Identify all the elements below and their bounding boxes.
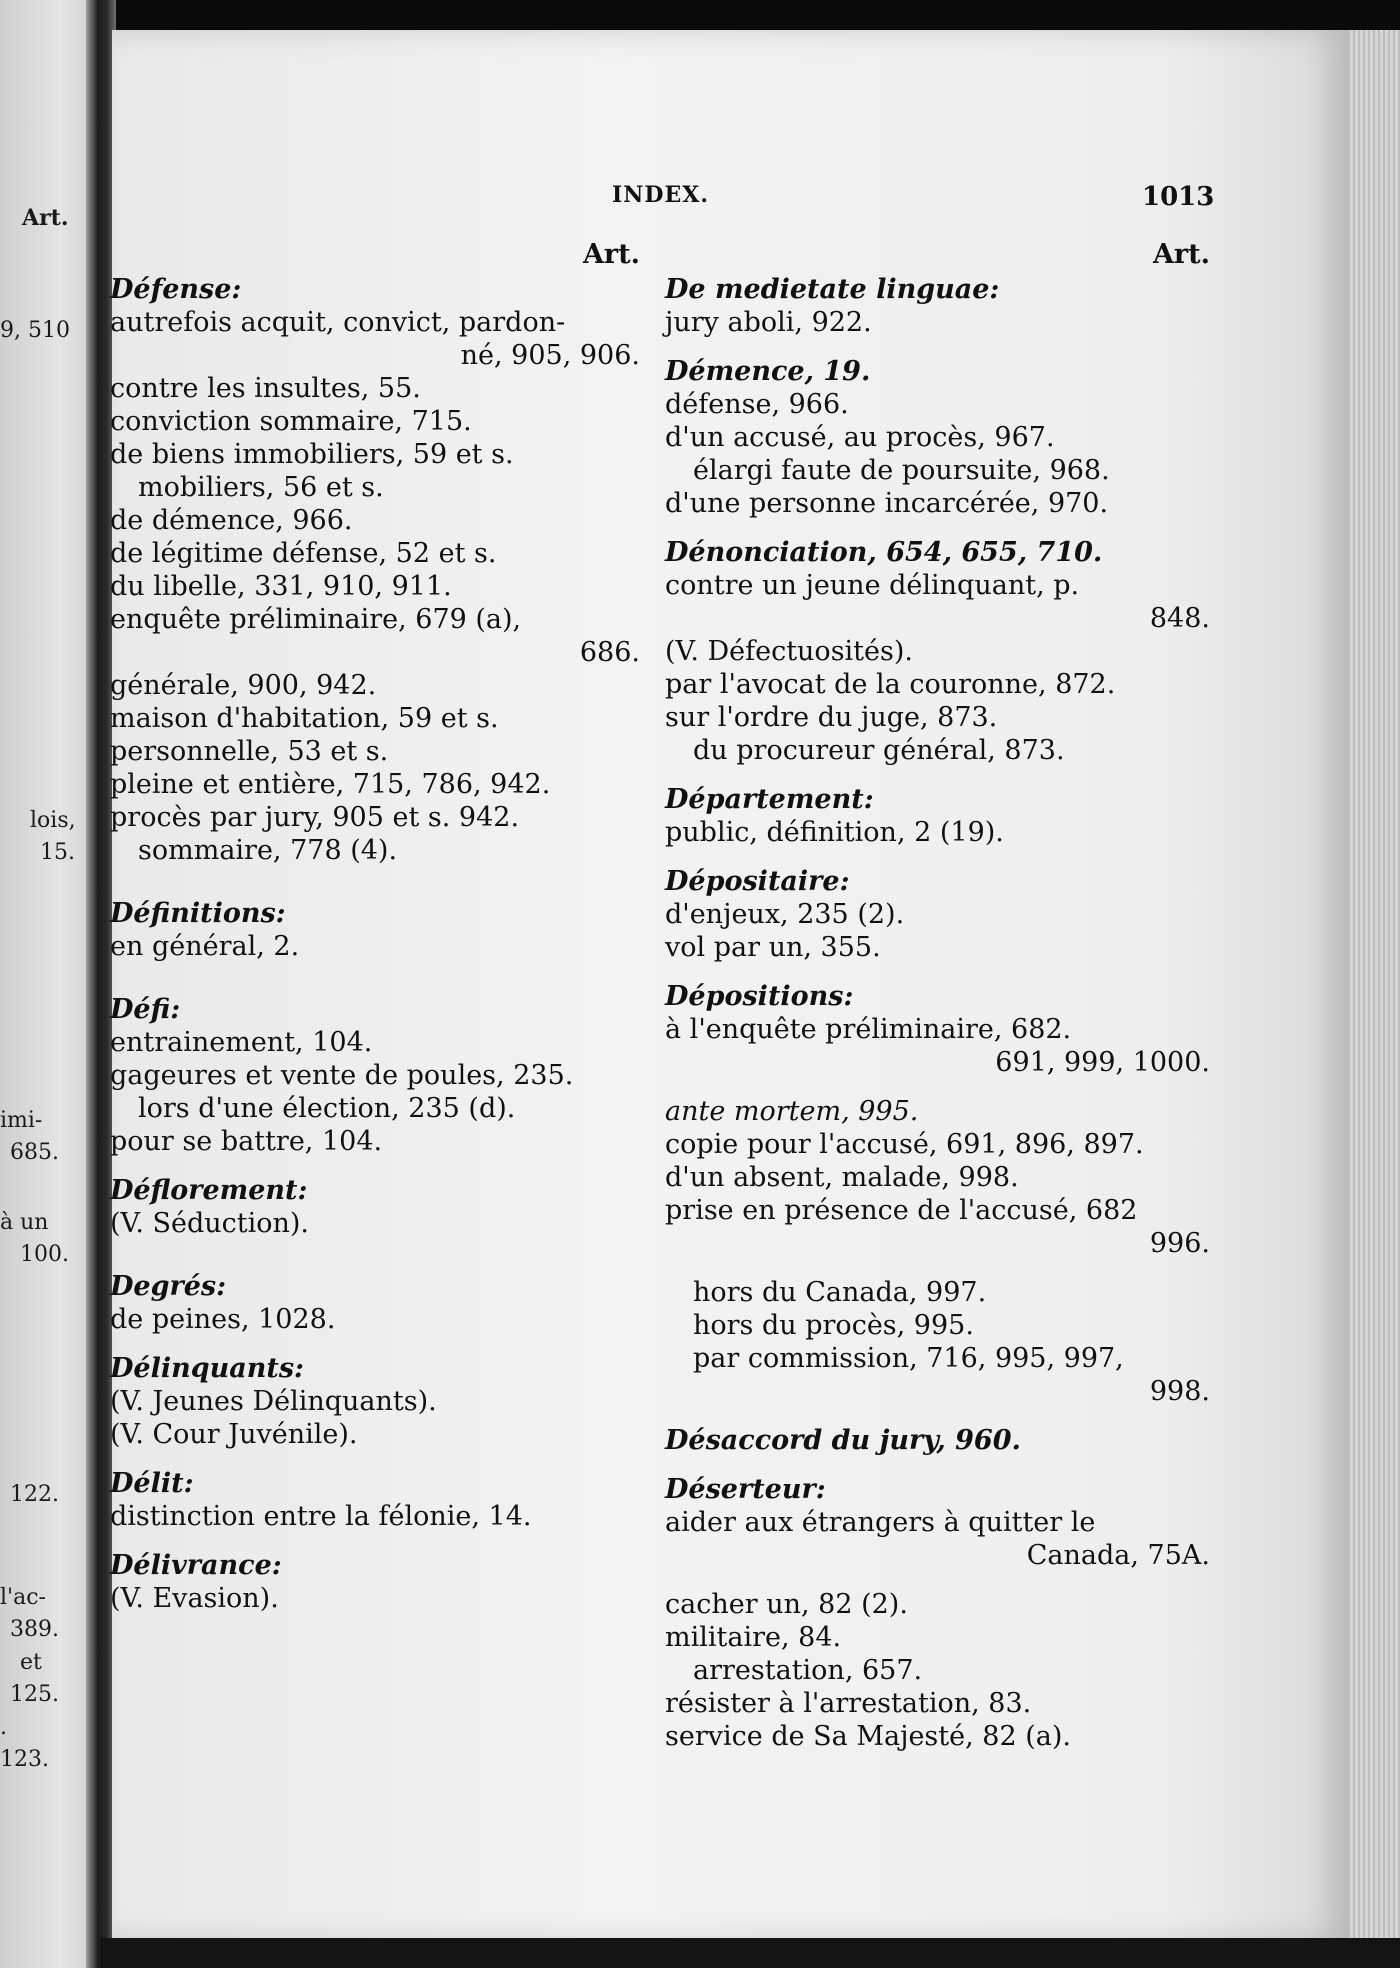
index-line: pleine et entière, 715, 786, 942. [110,769,551,800]
index-line: du procureur général, 873. [693,735,1065,766]
index-line: générale, 900, 942. [110,670,377,701]
index-line: élargi faute de poursuite, 968. [693,455,1110,486]
margin-fragment: Art. [22,205,69,231]
index-heading: Délit: [110,1468,194,1499]
index-line: aider aux étrangers à quitter le [665,1507,1096,1538]
index-line: pour se battre, 104. [110,1126,383,1157]
running-head [112,150,1348,212]
index-line: gageures et vente de poules, 235. [110,1060,574,1091]
index-line: d'un absent, malade, 998. [665,1162,1019,1193]
index-line: procès par jury, 905 et s. 942. [110,802,520,833]
index-line: à l'enquête préliminaire, 682. [665,1014,1072,1045]
margin-fragment: à un [0,1210,49,1235]
margin-fragment: 125. [10,1682,59,1707]
margin-fragment: 685. [10,1140,59,1165]
index-line: (V. Défectuosités). [665,636,913,667]
index-line: défense, 966. [665,389,849,420]
index-heading: Déserteur: [665,1474,826,1505]
index-heading: Démence, 19. [665,356,871,387]
index-line: conviction sommaire, 715. [110,406,472,437]
index-heading: ante mortem, 995. [665,1096,919,1127]
index-line: résister à l'arrestation, 83. [665,1688,1032,1719]
index-heading: Défi: [110,994,181,1025]
margin-fragment: 122. [10,1482,59,1507]
index-line: sommaire, 778 (4). [138,835,398,866]
index-line: du libelle, 331, 910, 911. [110,571,452,602]
index-line: militaire, 84. [665,1622,842,1653]
margin-fragment: . [0,1715,7,1740]
index-line: par commission, 716, 995, 997, [693,1343,1124,1374]
index-line: Canada, 75A. [1026,1540,1210,1571]
index-line: lors d'une élection, 235 (d). [138,1093,516,1124]
index-line: distinction entre la félonie, 14. [110,1501,532,1532]
margin-fragment: 389. [10,1617,59,1642]
index-heading: Dépositions: [665,981,854,1012]
index-line: 686. [579,637,640,668]
index-line: 996. [1149,1228,1210,1259]
bottom-shadow [100,1938,1400,1968]
index-line: d'enjeux, 235 (2). [665,899,905,930]
index-heading: De medietate linguae: [665,274,1000,305]
index-line: 691, 999, 1000. [995,1047,1210,1078]
index-line: vol par un, 355. [665,932,881,963]
margin-fragment: l'ac- [0,1585,46,1610]
index-line: personnelle, 53 et s. [110,736,389,767]
index-line: contre les insultes, 55. [110,373,421,404]
index-column-right [665,238,1210,1753]
index-heading: Degrés: [110,1271,227,1302]
index-line: autrefois acquit, convict, pardon- [110,307,566,338]
index-line: de démence, 966. [110,505,353,536]
index-line: service de Sa Majesté, 82 (a). [665,1721,1071,1752]
index-line: mobiliers, 56 et s. [138,472,384,503]
previous-page-edge [0,0,100,1968]
index-line: 998. [1149,1376,1210,1407]
index-heading: Défense: [110,274,242,305]
index-line: hors du Canada, 997. [693,1277,987,1308]
margin-fragment: lois, [30,808,76,833]
index-line: prise en présence de l'accusé, 682 [665,1195,1138,1226]
index-line: (V. Cour Juvénile). [110,1419,358,1450]
index-line: de biens immobiliers, 59 et s. [110,439,514,470]
index-column-left [110,238,640,1615]
index-line: cacher un, 82 (2). [665,1589,908,1620]
index-line: par l'avocat de la couronne, 872. [665,669,1116,700]
page-number: 1013 [1142,182,1215,212]
index-line: contre un jeune délinquant, p. [665,570,1080,601]
index-heading: Définitions: [110,898,286,929]
index-heading: Délivrance: [110,1550,282,1581]
index-heading: Déflorement: [110,1175,308,1206]
index-line: (V. Séduction). [110,1208,309,1239]
index-line: hors du procès, 995. [693,1310,974,1341]
index-line: arrestation, 657. [693,1655,923,1686]
article-column-label: Art. [582,239,640,270]
index-line: de peines, 1028. [110,1304,336,1335]
running-head-title: INDEX. [612,182,709,208]
index-heading: Département: [665,784,874,815]
index-heading: Dépositaire: [665,866,850,897]
page-stack-edge [1348,30,1400,1940]
index-line: (V. Evasion). [110,1583,279,1614]
article-column-label: Art. [1152,239,1210,270]
margin-fragment: 100. [20,1242,69,1267]
index-line: jury aboli, 922. [665,307,872,338]
index-heading: Dénonciation, 654, 655, 710. [665,537,1103,568]
index-line: 848. [1149,603,1210,634]
index-line: maison d'habitation, 59 et s. [110,703,499,734]
index-line: entrainement, 104. [110,1027,373,1058]
margin-fragment: imi- [0,1108,43,1133]
index-line: en général, 2. [110,931,300,962]
margin-fragment: et [20,1650,42,1675]
index-line: sur l'ordre du juge, 873. [665,702,998,733]
index-line: d'un accusé, au procès, 967. [665,422,1055,453]
index-heading: Désaccord du jury, 960. [665,1425,1021,1456]
margin-fragment: 123. [0,1747,49,1772]
index-line: né, 905, 906. [460,340,640,371]
index-line: enquête préliminaire, 679 (a), [110,604,522,635]
margin-fragment: 15. [40,840,75,865]
index-line: de légitime défense, 52 et s. [110,538,497,569]
margin-fragment: 9, 510 [0,318,70,343]
index-line: public, définition, 2 (19). [665,817,1004,848]
index-heading: Délinquants: [110,1353,305,1384]
index-line: (V. Jeunes Délinquants). [110,1386,437,1417]
index-line: copie pour l'accusé, 691, 896, 897. [665,1129,1144,1160]
index-line: d'une personne incarcérée, 970. [665,488,1109,519]
